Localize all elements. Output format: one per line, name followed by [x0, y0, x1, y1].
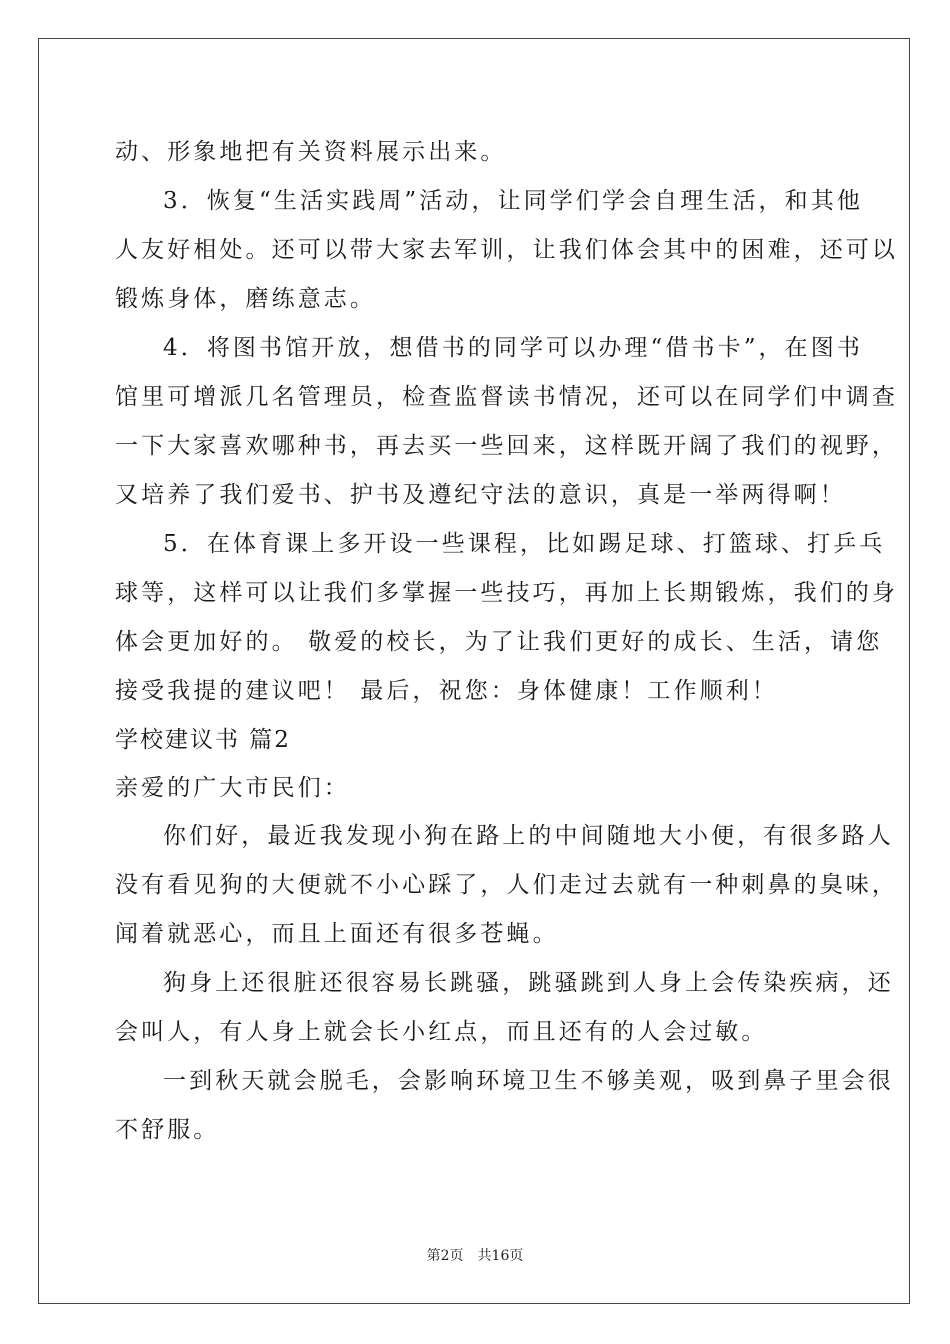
text-line: 动、形象地把有关资料展示出来。 [115, 139, 507, 165]
text-line: 不舒服。 [115, 1117, 220, 1143]
text-line: 球等，这样可以让我们多掌握一些技巧，再加上长期锻炼，我们的身 [115, 580, 898, 606]
paragraph-item-3: 3．恢复“生活实践周”活动，让同学们学会自理生活，和其他 [163, 188, 863, 214]
paragraph-start: 你们好，最近我发现小狗在路上的中间随地大小便，有很多路人 [163, 823, 894, 849]
text-line: 接受我提的建议吧！ 最后，祝您：身体健康！工作顺利！ [115, 678, 778, 704]
salutation: 亲爱的广大市民们： [115, 775, 350, 801]
paragraph-item-5: 5．在体育课上多开设一些课程，比如踢足球、打篮球、打乒乓 [163, 531, 886, 557]
paragraph-start: 一到秋天就会脱毛，会影响环境卫生不够美观，吸到鼻子里会很 [163, 1068, 894, 1094]
text-line: 馆里可增派几名管理员，检查监督读书情况，还可以在同学们中调查 [115, 384, 898, 410]
text-line: 没有看见狗的大便就不小心踩了，人们走过去就有一种刺鼻的臭味， [115, 872, 898, 898]
text-line: 闻着就恶心，而且上面还有很多苍蝇。 [115, 921, 559, 947]
text-line: 人友好相处。还可以带大家去军训，让我们体会其中的困难，还可以 [115, 237, 898, 263]
paragraph-start: 狗身上还很脏还很容易长跳骚，跳骚跳到人身上会传染疾病，还 [163, 970, 894, 996]
page-number: 第2页 共16页 [426, 1248, 524, 1264]
text-line: 锻炼身体，磨练意志。 [115, 286, 376, 312]
section-heading: 学校建议书 篇2 [115, 727, 291, 753]
document-body [115, 128, 898, 1155]
paragraph-item-4: 4．将图书馆开放，想借书的同学可以办理“借书卡”，在图书 [163, 335, 863, 361]
text-line: 会叫人，有人身上就会长小红点，而且还有的人会过敏。 [115, 1019, 768, 1045]
text-line: 体会更加好的。 敬爱的校长，为了让我们更好的成长、生活，请您 [115, 629, 883, 655]
text-line: 一下大家喜欢哪种书，再去买一些回来，这样既开阔了我们的视野， [115, 433, 898, 459]
text-line: 又培养了我们爱书、护书及遵纪守法的意识，真是一举两得啊！ [115, 482, 846, 508]
